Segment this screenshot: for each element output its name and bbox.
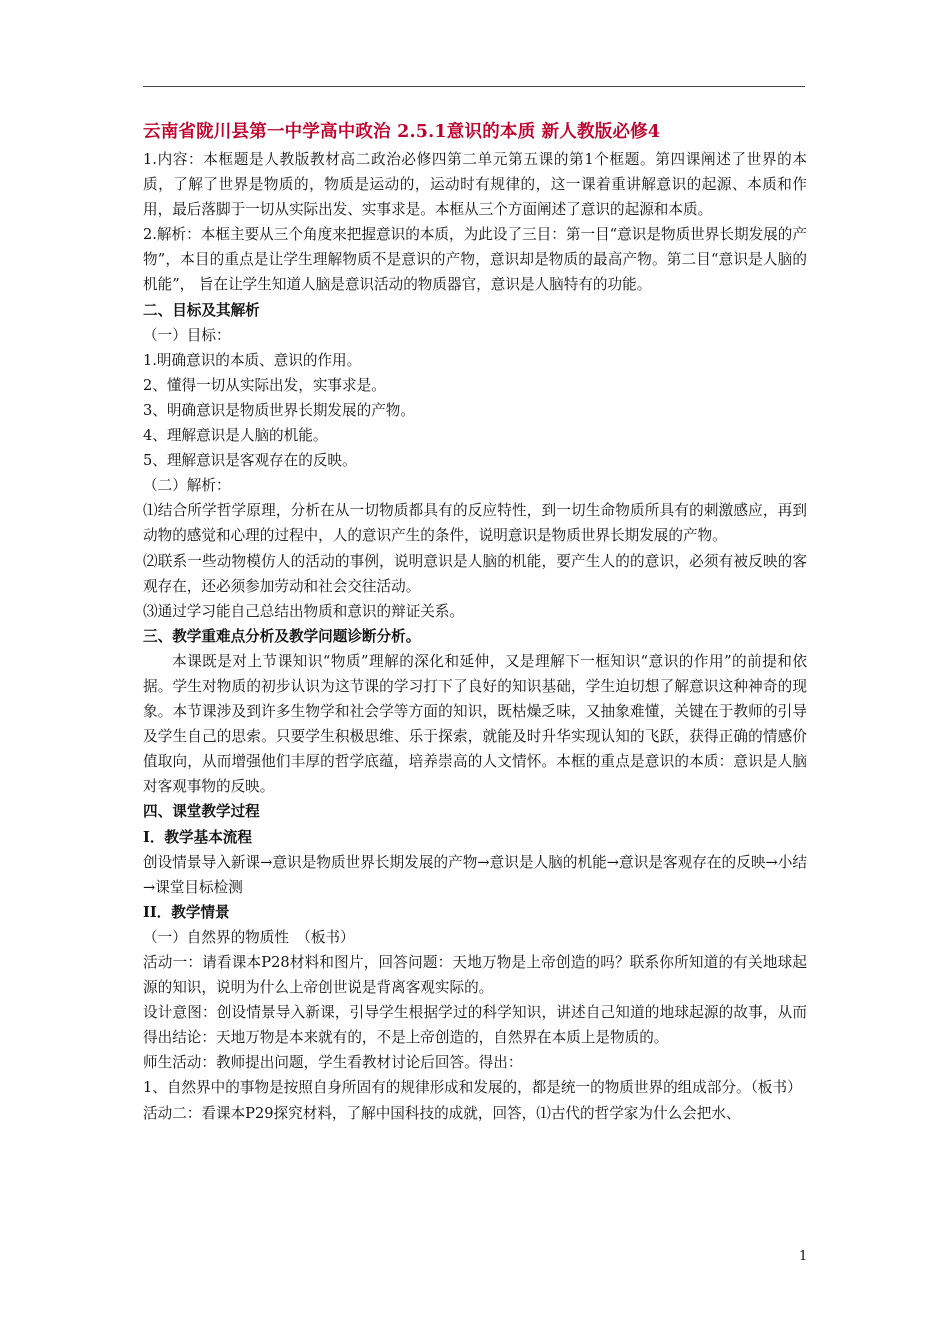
goals-label: （一）目标： [143,326,231,344]
goal-item: 2、懂得一切从实际出发，实事求是。 [143,376,386,394]
document-body [143,120,807,1126]
analysis-item: ⑴结合所学哲学原理，分析在从一切物质都具有的反应特性，到一切生命物质所具有的刺激感应，再到动物的感觉和心理的过程中，人的意识产生的条件，说明意识是物质世界长期发展的产物。 [143,502,807,545]
difficulties-body: 本课既是对上节课知识“物质”理解的深化和延伸，又是理解下一框知识“意识的作用”的前提和依据。学生对物质的初步认识为这节课的学习打下了良好的知识基础，学生迫切想了解意识这种神奇的现象。本节课涉及到许多生物学和社会学等方面的知识，既枯燥乏味，又抽象难懂，关键在于教师的引导及学生自己的思索。只要学生积极思维、乐于探索，就能及时升华实现认知的飞跃，获得正确的情感价值取向，从而增强他们丰厚的哲学底蕴，培养崇高的人文情怀。本框的重点是意识的本质：意识是人脑对客观事物的反映。 [143,652,807,796]
intro-analysis: 2.解析：本框主要从三个角度来把握意识的本质，为此设了三目：第一目“意识是物质世界长期发展的产物”，本目的重点是让学生理解物质不是意识的产物，意识却是物质的最高产物。第二目“意识是人脑的机能”， 旨在让学生知道人脑是意识活动的物质器官，意识是人脑特有的功能。 [143,226,807,294]
section-heading-process: 四、课堂教学过程 [143,803,260,821]
flow-heading: I．教学基本流程 [143,828,252,846]
analysis-item: ⑶通过学习能自己总结出物质和意识的辩证关系。 [143,602,465,620]
analysis-item: ⑵联系一些动物模仿人的活动的事例，说明意识是人脑的机能，要产生人的的意识，必须有被反映的客观存在，还必须参加劳动和社会交往活动。 [143,552,807,595]
document-title: 云南省陇川县第一中学高中政治 2.5.1意识的本质 新人教版必修4 [143,122,661,142]
page-number: 1 [799,1249,808,1264]
goal-item: 3、明确意识是物质世界长期发展的产物。 [143,401,415,419]
goal-item: 1.明确意识的本质、意识的作用。 [143,351,362,369]
header-rule [143,86,805,87]
scene-heading: II．教学情景 [143,903,230,921]
activity-two: 活动二：看课本P29探究材料，了解中国科技的成就，回答，⑴古代的哲学家为什么会把水、 [143,1104,741,1122]
analysis-label: （二）解析： [143,477,231,495]
goal-item: 5、理解意识是客观存在的反映。 [143,452,357,470]
goal-item: 4、理解意识是人脑的机能。 [143,427,328,445]
section-heading-goals: 二、目标及其解析 [143,301,260,319]
scene-subheading: （一）自然界的物质性 （板书） [143,928,355,946]
teacher-student-activity: 师生活动：教师提出问题，学生看教材讨论后回答。得出： [143,1054,523,1072]
intro-content: 1.内容：本框题是人教版教材高二政治必修四第二单元第五课的第1个框题。第四课阐述了世界的本质，了解了世界是物质的，物质是运动的，运动时有规律的，这一课着重讲解意识的起源、本质和作用，最后落脚于一切从实际出发、实事求是。本框从三个方面阐述了意识的起源和本质。 [143,151,807,219]
conclusion-point-one: 1、自然界中的事物是按照自身所固有的规律形成和发展的，都是统一的物质世界的组成部分。（板书） [143,1079,802,1097]
flow-text: 创设情景导入新课→意识是物质世界长期发展的产物→意识是人脑的机能→意识是客观存在的反映→小结→课堂目标检测 [143,853,807,896]
design-intent: 设计意图：创设情景导入新课，引导学生根据学过的科学知识，讲述自己知道的地球起源的故事，从而得出结论：天地万物是本来就有的，不是上帝创造的，自然界在本质上是物质的。 [143,1004,807,1047]
activity-one: 活动一：请看课本P28材料和图片，回答问题：天地万物是上帝创造的吗？联系你所知道的有关地球起源的知识，说明为什么上帝创世说是背离客观实际的。 [143,954,807,997]
section-heading-difficulties: 三、教学重难点分析及教学问题诊断分析。 [143,627,421,645]
